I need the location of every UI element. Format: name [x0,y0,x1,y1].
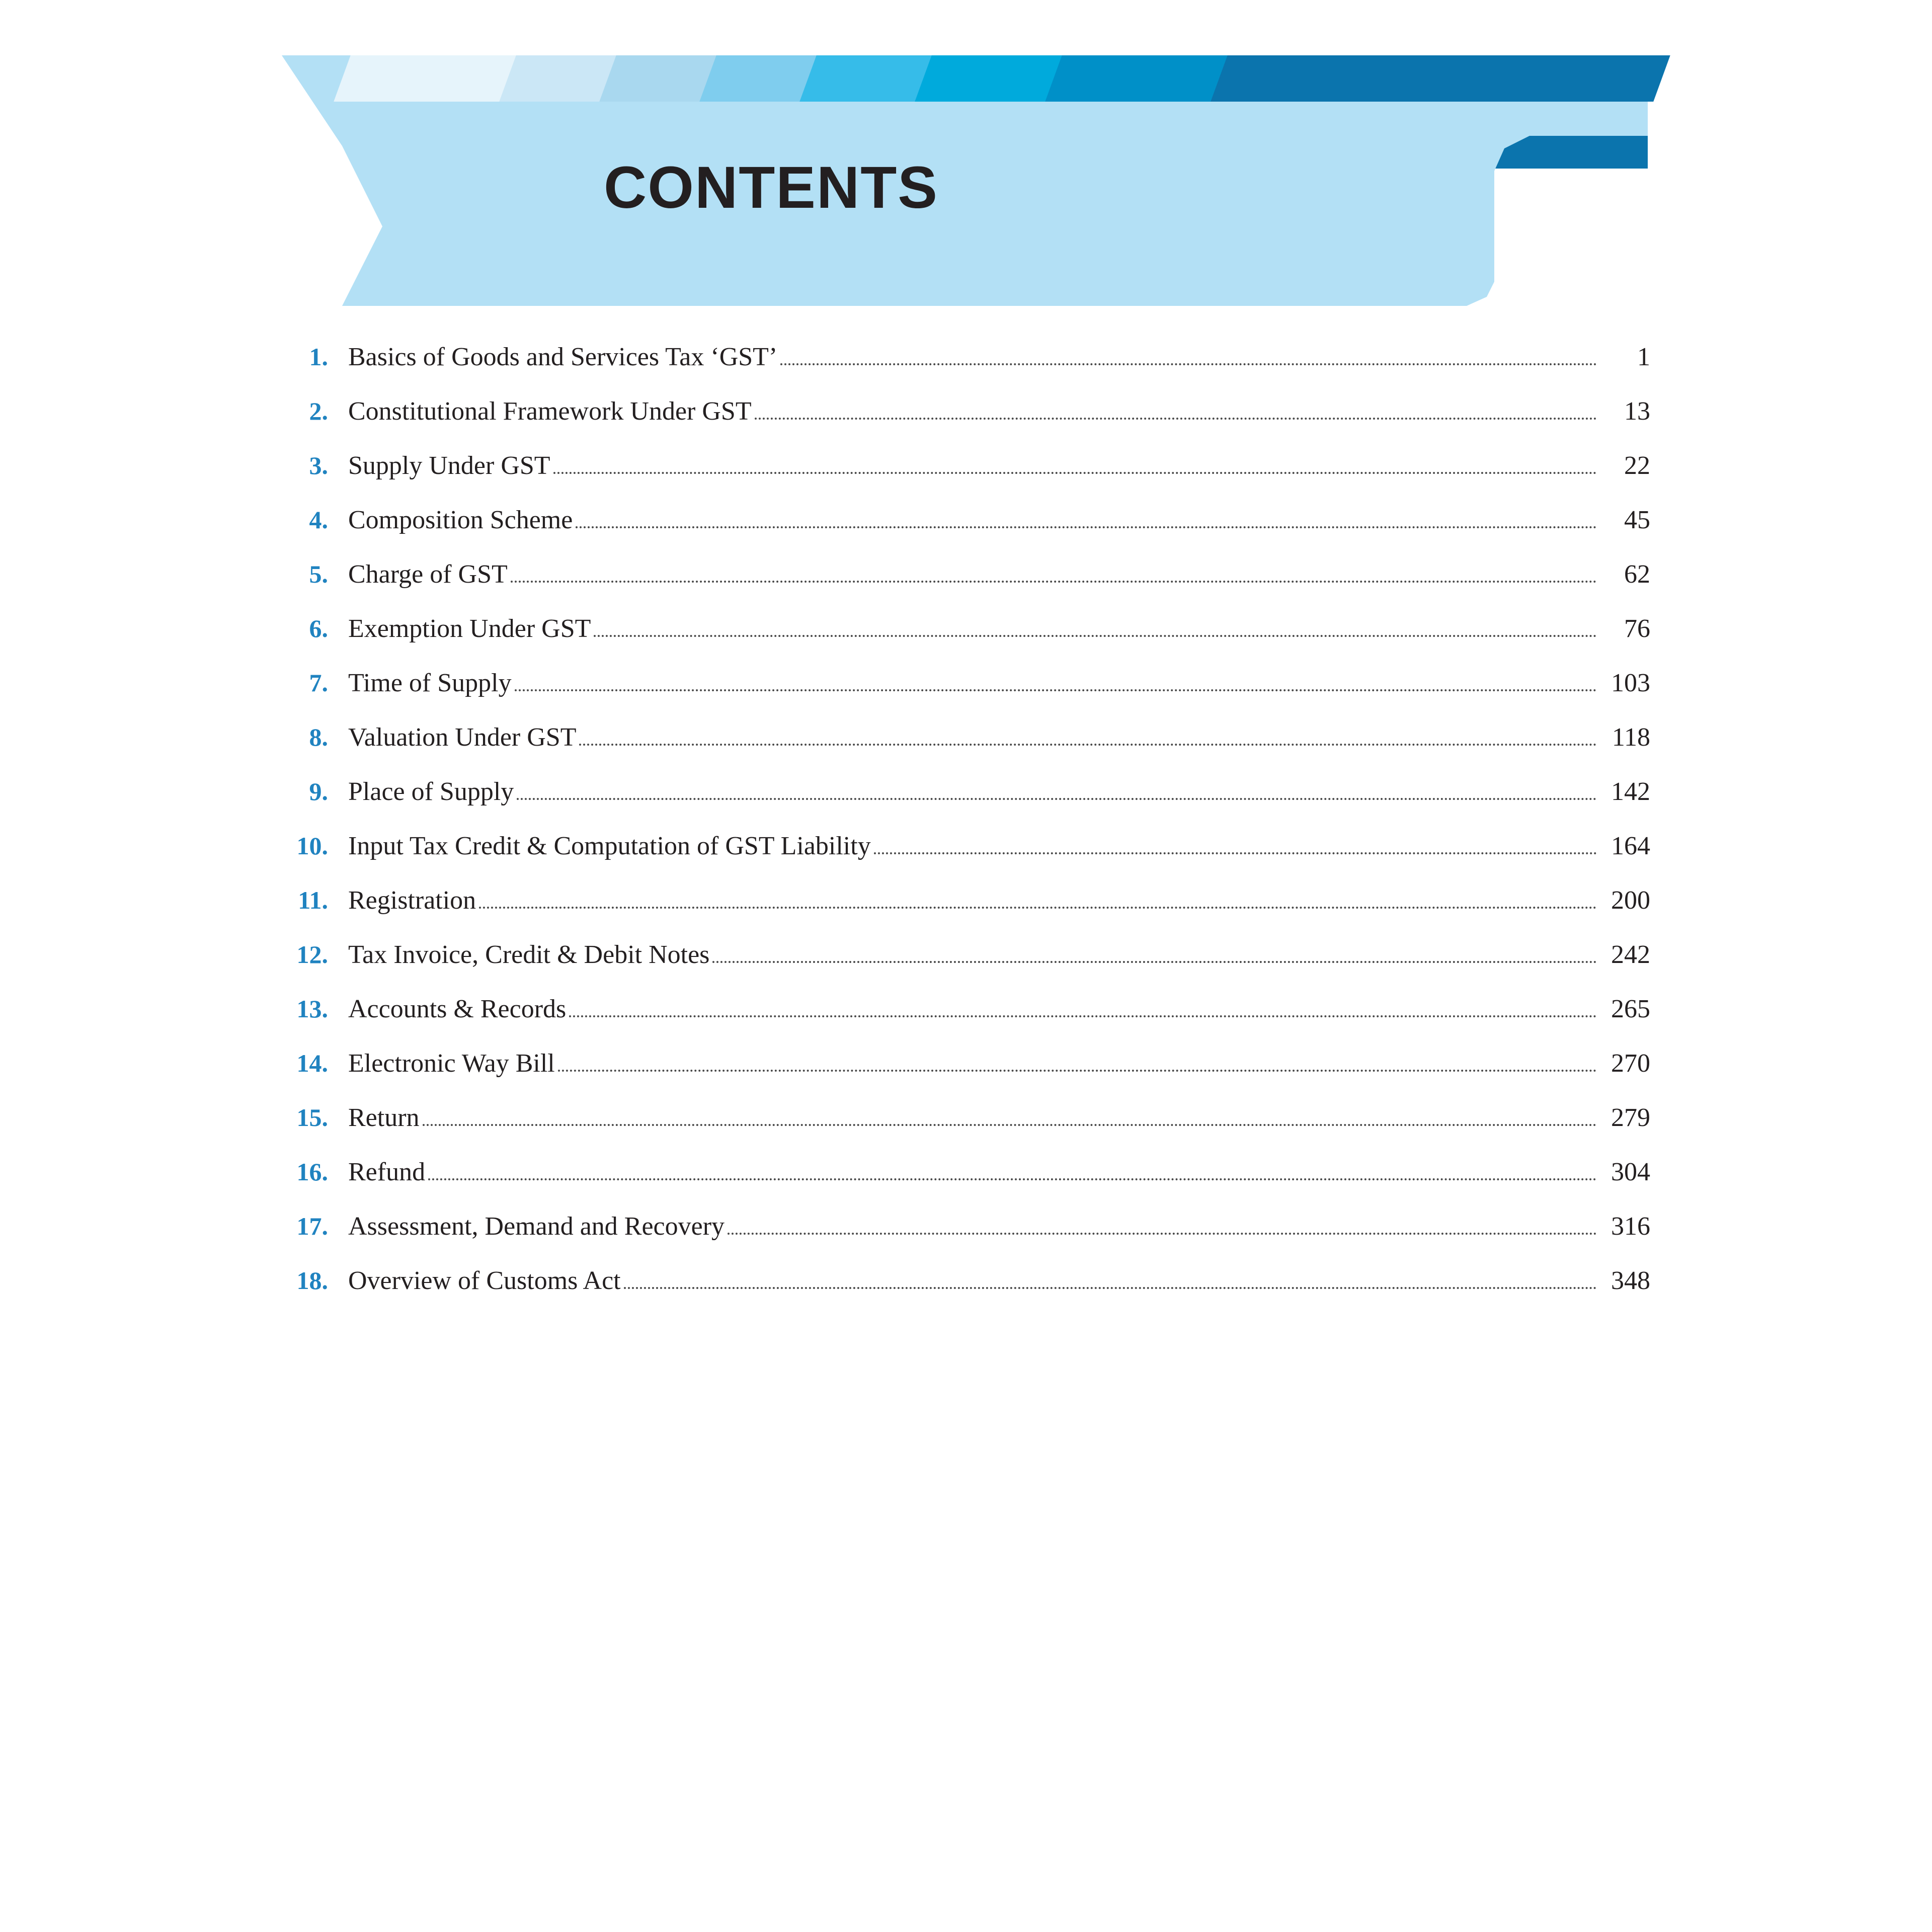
toc-entry-page: 62 [1624,560,1650,589]
toc-entry[interactable] [282,1157,1650,1212]
toc-entry-title: Supply Under GST [348,451,550,480]
toc-entry-title: Refund [348,1158,426,1186]
banner-stripe-group [342,55,1648,102]
toc-entry[interactable] [282,1103,1650,1157]
toc-leader-dots [594,634,1597,637]
toc-entry[interactable] [282,1212,1650,1266]
page-title: CONTENTS [604,154,938,221]
toc-leader-dots [511,580,1597,583]
toc-entry[interactable] [282,777,1650,831]
toc-entry-number: 4. [309,506,328,534]
toc-entry[interactable] [282,940,1650,994]
toc-entry-page: 103 [1611,669,1650,697]
toc-entry-page: 316 [1611,1212,1650,1241]
toc-entry-title: Basics of Goods and Services Tax ‘GST’ [348,343,778,371]
toc-entry-number: 13. [296,995,328,1023]
toc-entry-page: 45 [1624,506,1650,534]
toc-entry-number: 12. [296,940,328,969]
toc-entry-title: Assessment, Demand and Recovery [348,1212,725,1241]
toc-entry-page: 279 [1611,1103,1650,1132]
banner-stripe-7 [1045,55,1228,102]
toc-entry-title: Valuation Under GST [348,723,577,752]
toc-entry-number: 9. [309,777,328,806]
banner-stripe-6 [915,55,1062,102]
toc-leader-dots [624,1286,1597,1289]
toc-entry[interactable] [282,1049,1650,1103]
toc-entry[interactable] [282,396,1650,451]
toc-entry-number: 10. [296,832,328,860]
toc-leader-dots [579,743,1597,746]
toc-entry-number: 8. [309,723,328,751]
toc-leader-dots [569,1015,1597,1017]
toc-entry[interactable] [282,1266,1650,1320]
toc-leader-dots [780,363,1597,365]
toc-entry-title: Place of Supply [348,777,514,806]
toc-entry[interactable] [282,451,1650,505]
toc-entry-title: Input Tax Credit & Computation of GST Liability [348,832,871,860]
toc-entry-number: 14. [296,1049,328,1077]
toc-leader-dots [553,471,1597,474]
banner-stripe-8 [1211,55,1670,102]
toc-leader-dots [558,1069,1597,1072]
toc-entry[interactable] [282,994,1650,1049]
toc-entry-number: 1. [309,343,328,371]
toc-entry-number: 16. [296,1158,328,1186]
banner-stripe-1 [334,55,516,102]
toc-entry-number: 11. [298,886,328,914]
toc-leader-dots [517,797,1597,800]
toc-entry-title: Accounts & Records [348,995,567,1023]
toc-leader-dots [728,1232,1597,1235]
toc-leader-dots [874,852,1597,854]
toc-entry[interactable] [282,342,1650,396]
table-of-contents [282,342,1650,1320]
toc-leader-dots [479,906,1597,909]
toc-entry[interactable] [282,614,1650,668]
banner-stripe-5 [799,55,932,102]
banner-stripe-2 [499,55,616,102]
toc-entry-number: 5. [309,560,328,588]
toc-entry-page: 200 [1611,886,1650,915]
toc-leader-dots [755,417,1597,420]
toc-entry-title: Time of Supply [348,669,512,697]
toc-entry-title: Overview of Customs Act [348,1266,621,1295]
toc-entry-page: 242 [1611,940,1650,969]
toc-leader-dots [428,1178,1597,1180]
toc-leader-dots [712,960,1597,963]
toc-entry[interactable] [282,722,1650,777]
toc-entry-page: 348 [1611,1266,1650,1295]
toc-entry-number: 6. [309,614,328,642]
toc-entry-page: 265 [1611,995,1650,1023]
toc-entry-number: 7. [309,669,328,697]
toc-entry-page: 76 [1624,614,1650,643]
toc-entry-number: 18. [296,1266,328,1295]
toc-entry-number: 15. [296,1103,328,1132]
toc-entry-page: 118 [1612,723,1650,752]
toc-entry-number: 2. [309,397,328,425]
toc-entry-page: 13 [1624,397,1650,426]
toc-entry-page: 304 [1611,1158,1650,1186]
toc-leader-dots [423,1123,1597,1126]
toc-entry[interactable] [282,668,1650,722]
toc-entry-title: Composition Scheme [348,506,573,534]
toc-leader-dots [576,526,1597,528]
toc-entry-page: 22 [1624,451,1650,480]
toc-entry[interactable] [282,886,1650,940]
toc-entry-page: 270 [1611,1049,1650,1078]
toc-entry[interactable] [282,831,1650,886]
toc-entry-title: Tax Invoice, Credit & Debit Notes [348,940,710,969]
toc-entry-title: Exemption Under GST [348,614,591,643]
toc-entry[interactable] [282,559,1650,614]
toc-entry-title: Return [348,1103,420,1132]
toc-entry-title: Constitutional Framework Under GST [348,397,752,426]
toc-entry-title: Registration [348,886,476,915]
toc-entry-page: 142 [1611,777,1650,806]
toc-entry-number: 3. [309,451,328,479]
toc-leader-dots [515,689,1597,691]
toc-entry-title: Electronic Way Bill [348,1049,555,1078]
toc-entry-title: Charge of GST [348,560,508,589]
contents-banner [282,55,1648,307]
toc-entry-page: 164 [1611,832,1650,860]
toc-entry-page: 1 [1637,343,1650,371]
toc-entry-number: 17. [296,1212,328,1240]
banner-stripe-4 [699,55,817,102]
toc-entry[interactable] [282,505,1650,559]
banner-stripe-3 [599,55,716,102]
